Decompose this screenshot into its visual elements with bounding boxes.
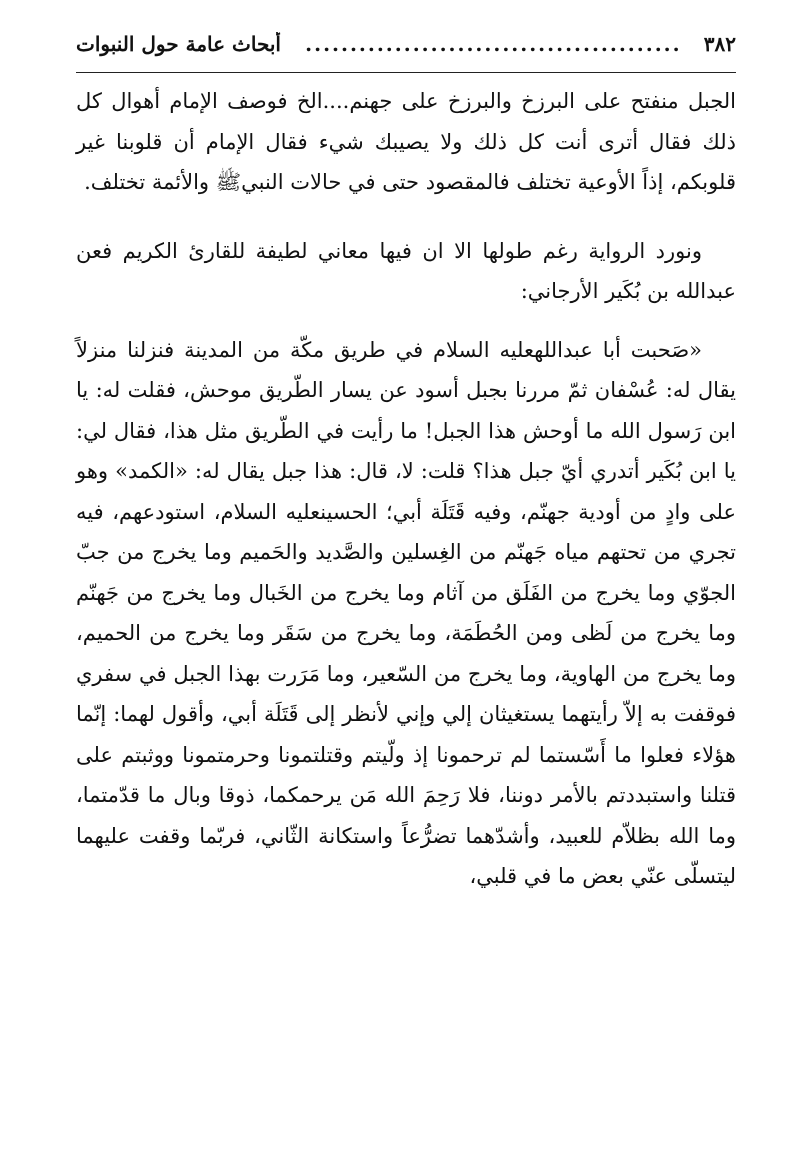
book-title: أبحاث عامة حول النبوات [76,32,281,56]
paragraph-1: الجبل منفتح على البرزخ والبرزخ على جهنم....الخ فوصف الإمام أهوال كل ذلك فقال أترى أنت كل ذلك ولا يصيبك شيء فقال الإمام أن قلوبنا غير قلوبكم، إذاً الأوعية تختلف فالمقصود حتى في حالات النبيﷺ والأئمة تختلف. [76,89,736,194]
header-leader-dots: .......................................... [305,32,682,56]
book-page [76,32,736,1142]
page-number: ٣٨٢ [703,32,736,56]
paragraph-2: ونورد الرواية رغم طولها الا ان فيها معاني لطيفة للقارئ الكريم فعن عبدالله بن بُكَير الأرجاني: [76,238,736,303]
running-header [76,32,736,73]
paragraph-3-narration: «صَحبت أبا عبداللهعليه السلام في طريق مكّة من المدينة فنزلنا منزلاً يقال له: عُسْفان ثمّ مررنا بجبل أسود عن يسار الطّريق موحش، فقلت له: يا ابن رَسول الله ما أوحش هذا الجبل! ما رأيت في الطّريق مثل هذا، فقال لي: يا ابن بُكَير أتدري أيّ جبل هذا؟ قلت: لا، قال: هذا جبل يقال له: «الكمد» وهو على وادٍ من أودية جهنّم، وفيه قَتَلَة أبي؛ الحسينعليه السلام، استودعهم، فيه تجري من تحتهم مياه جَهنّم من الغِسلين والصَّديد والحَميم وما يخرج من جبّ الجوّي وما يخرج من الفَلَق من آثام وما يخرج من الخَبال وما يخرج من جَهنّم وما يخرج من لَظى ومن الحُطَمَة، وما يخرج من سَقَر وما يخرج من الحميم، وما يخرج من الهاوية، وما يخرج من السّعير، وما مَرَرت بهذا الجبل في سفري فوقفت به إلاّ رأيتهما يستغيثان إلي وإني لأنظر إلى قَتَلَة أبي، وأقول لهما: إنّما هؤلاء فعلوا ما أَسّستما لم ترحمونا إذ ولّيتم وقتلتمونا وحرمتمونا ووثبتم على قتلنا واستبددتم بالأمر دوننا، فلا رَحِمَ الله مَن يرحمكما، ذوقا وبال ما قدّمتما، وما الله بظلاّم للعبيد، وأشدّهما تضرُّعاً واستكانة الثّاني، فربّما وقفت عليهما ليتسلّى عنّي بعض ما في قلبي، [76,337,736,888]
